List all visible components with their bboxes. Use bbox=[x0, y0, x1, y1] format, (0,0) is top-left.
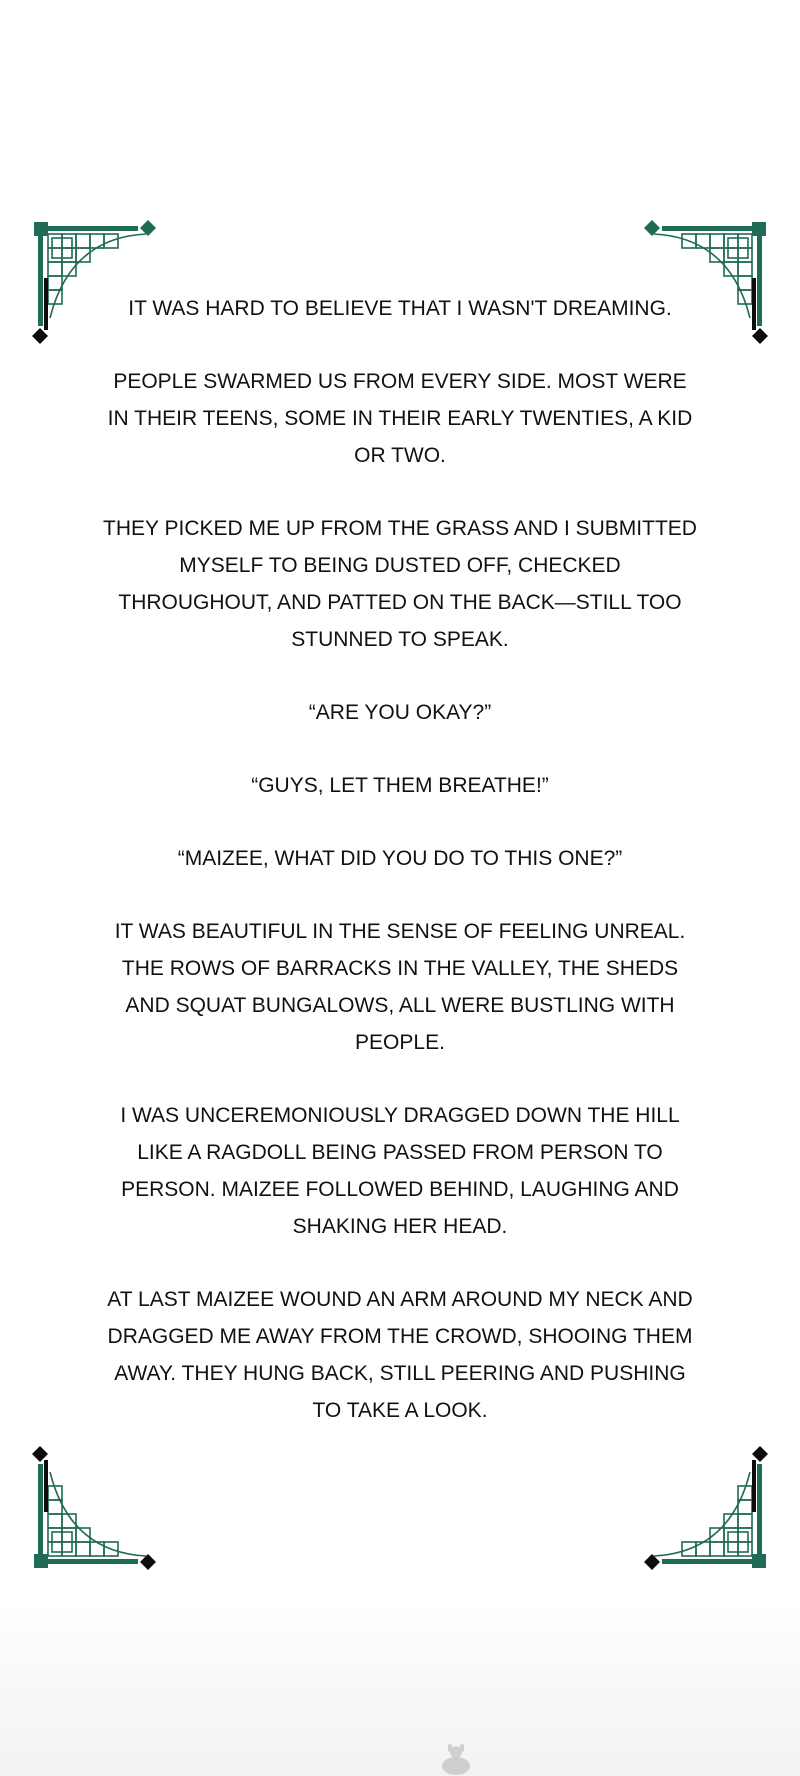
story-text-block bbox=[100, 290, 700, 1465]
story-paragraph: THEY PICKED ME UP FROM THE GRASS AND I SUBMITTED MYSELF TO BEING DUSTED OFF, CHECKED THROUGHOUT, AND PATTED ON THE BACK—STILL TOO STUNNED TO SPEAK. bbox=[103, 517, 697, 651]
faded-watermark-icon bbox=[434, 1742, 478, 1776]
story-paragraph: I WAS UNCEREMONIOUSLY DRAGGED DOWN THE HILL LIKE A RAGDOLL BEING PASSED FROM PERSON TO PERSON. MAIZEE FOLLOWED BEHIND, LAUGHING AND SHAKING HER HEAD. bbox=[120, 1104, 680, 1238]
story-dialogue-line: “GUYS, LET THEM BREATHE!” bbox=[251, 774, 549, 797]
story-paragraph: IT WAS BEAUTIFUL IN THE SENSE OF FEELING UNREAL. THE ROWS OF BARRACKS IN THE VALLEY, THE SHEDS AND SQUAT BUNGALOWS, ALL WERE BUSTLING WITH PEOPLE. bbox=[114, 920, 686, 1054]
story-paragraph: PEOPLE SWARMED US FROM EVERY SIDE. MOST WERE IN THEIR TEENS, SOME IN THEIR EARLY TWENTIES, A KID OR TWO. bbox=[107, 370, 693, 467]
story-dialogue-line: “MAIZEE, WHAT DID YOU DO TO THIS ONE?” bbox=[177, 847, 623, 870]
story-paragraph: AT LAST MAIZEE WOUND AN ARM AROUND MY NECK AND DRAGGED ME AWAY FROM THE CROWD, SHOOING THEM AWAY. THEY HUNG BACK, STILL PEERING AND PUSHING TO TAKE A LOOK. bbox=[107, 1288, 693, 1422]
story-paragraph: IT WAS HARD TO BELIEVE THAT I WASN'T DREAMING. bbox=[128, 297, 672, 320]
story-dialogue-line: “ARE YOU OKAY?” bbox=[308, 701, 492, 724]
